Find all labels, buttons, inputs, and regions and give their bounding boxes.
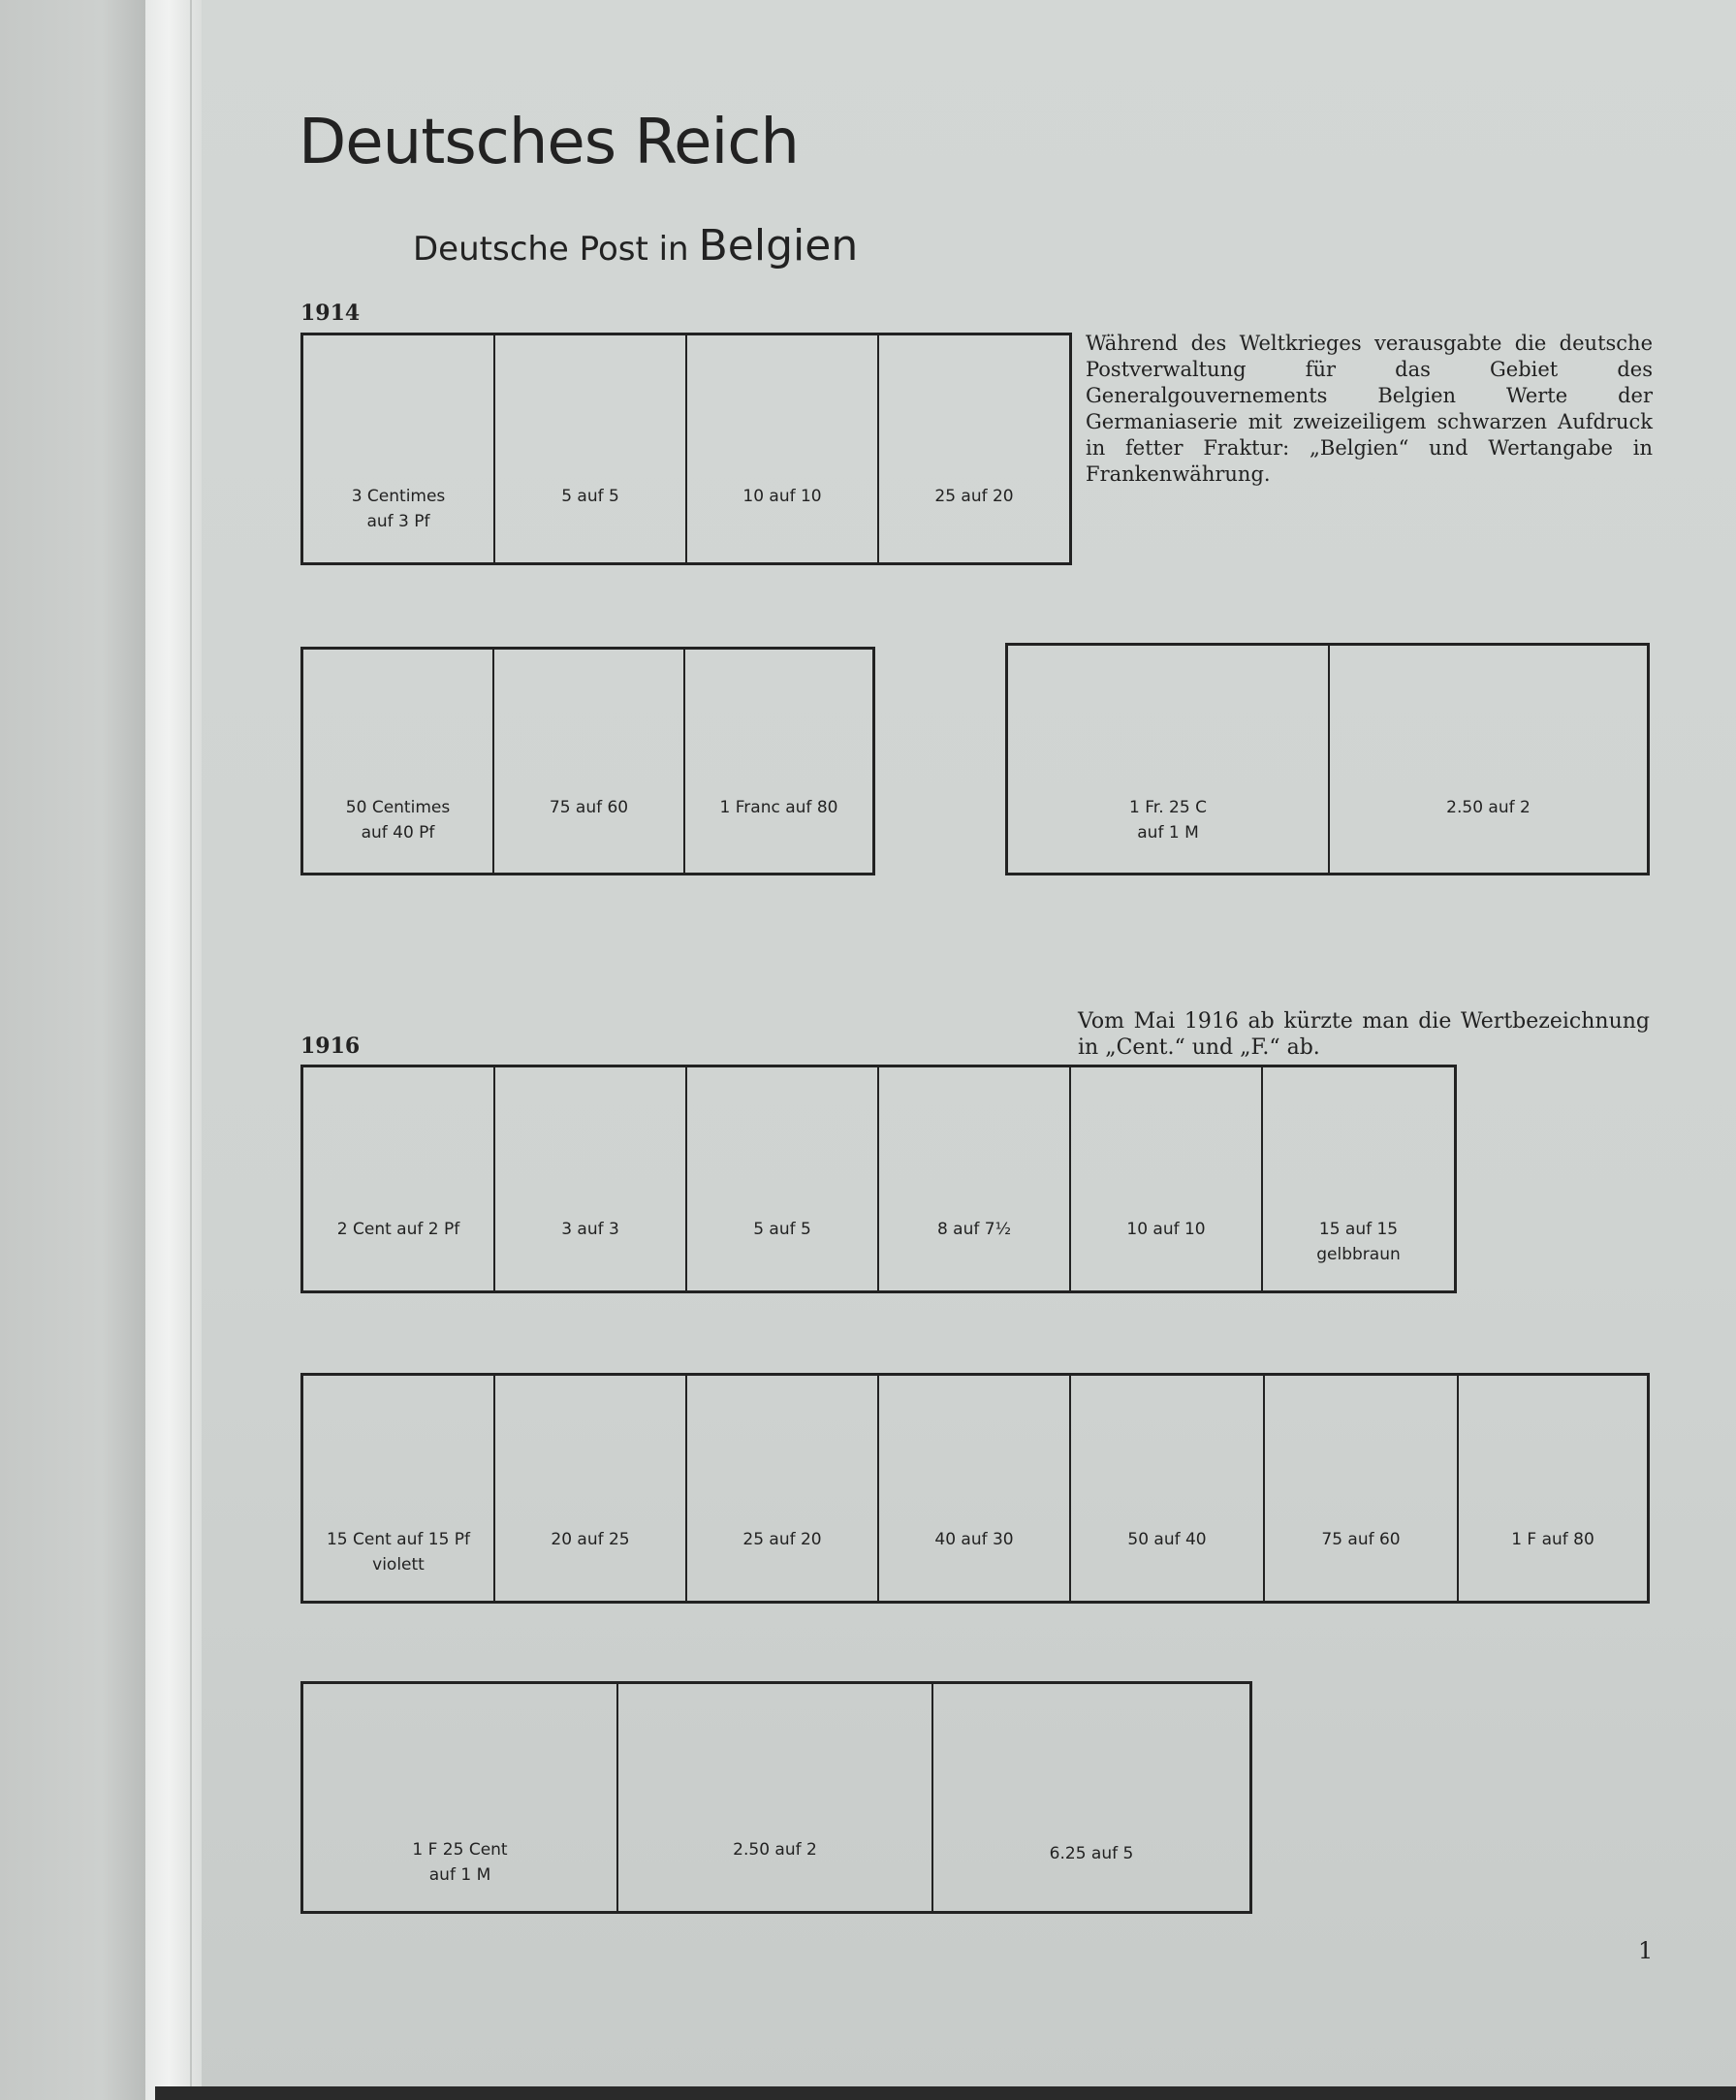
stamp-slot [1263, 1067, 1454, 1290]
stamp-slot [933, 1684, 1249, 1911]
stamp-label: 10 auf 10 [742, 487, 822, 506]
stamp-label: 75 auf 60 [549, 798, 629, 817]
stamp-slot [303, 650, 494, 873]
subtitle-country: Belgien [698, 221, 859, 270]
stamp-slot [495, 1376, 687, 1601]
spine-fold [190, 0, 192, 2100]
stamp-slot [495, 1067, 687, 1290]
stamp-row-1916-1 [300, 1065, 1457, 1293]
stamp-label: 2.50 auf 2 [1446, 798, 1531, 817]
stamp-slot [685, 650, 872, 873]
year-heading-1914: 1914 [300, 301, 361, 326]
stamp-label: 15 Cent auf 15 Pf violett [326, 1530, 471, 1575]
stamp-label: 1 F 25 Cent auf 1 M [412, 1840, 508, 1885]
page-bottom-edge [155, 2086, 1736, 2100]
page-subtitle [413, 221, 858, 270]
stamp-slot [1008, 646, 1330, 873]
stamp-slot [303, 335, 495, 562]
stamp-slot [495, 335, 687, 562]
page-number: 1 [1638, 1937, 1654, 1964]
stamp-slot [687, 1376, 879, 1601]
stamp-row-1914-1 [300, 333, 1072, 565]
stamp-row-1914-2 [300, 647, 875, 875]
stamp-slot [1265, 1376, 1459, 1601]
stamp-row-1916-2 [300, 1373, 1650, 1604]
stamp-label: 50 Centimes auf 40 Pf [345, 798, 451, 843]
stamp-label: 3 auf 3 [561, 1220, 619, 1239]
stamp-slot [687, 1067, 879, 1290]
stamp-slot [303, 1376, 495, 1601]
subtitle-prefix: Deutsche Post in [413, 230, 689, 269]
stamp-slot [1071, 1376, 1265, 1601]
stamp-label: 40 auf 30 [934, 1530, 1014, 1549]
stamp-label: 25 auf 20 [934, 487, 1014, 506]
stamp-label: 1 Franc auf 80 [719, 798, 838, 817]
stamp-slot [879, 1067, 1071, 1290]
stamp-slot [1459, 1376, 1647, 1601]
page-title: Deutsches Reich [299, 107, 799, 178]
stamp-label: 8 auf 7½ [936, 1220, 1012, 1239]
stamp-label: 15 auf 15 gelbbraun [1316, 1220, 1401, 1264]
year-heading-1916: 1916 [300, 1034, 361, 1059]
stamp-slot [303, 1067, 495, 1290]
stamp-label: 1 Fr. 25 C auf 1 M [1129, 798, 1207, 843]
stamp-slot [303, 1684, 618, 1911]
stamp-row-1916-3 [300, 1681, 1252, 1914]
stamp-label: 50 auf 40 [1127, 1530, 1207, 1549]
stamp-slot [494, 650, 685, 873]
book-spine [145, 0, 204, 2100]
stamp-label: 75 auf 60 [1321, 1530, 1401, 1549]
section-description-1914: Während des Weltkrieges verausgabte die deutsche Postverwaltung für das Gebiet des Generalgouvernements Belgien Werte der Germaniaserie mit zweizeiligem schwarzen Aufdruck in fetter Fraktur: „Belgien“ und Wertangabe in Frankenwährung. [1086, 332, 1653, 486]
stamp-label: 25 auf 20 [742, 1530, 822, 1549]
stamp-slot [1071, 1067, 1263, 1290]
stamp-label: 2 Cent auf 2 Pf [336, 1220, 460, 1239]
left-page-edge [0, 0, 145, 2100]
stamp-slot [879, 335, 1069, 562]
stamp-label: 10 auf 10 [1126, 1220, 1206, 1239]
stamp-slot [687, 335, 879, 562]
stamp-label: 5 auf 5 [753, 1220, 811, 1239]
stamp-label: 6.25 auf 5 [1049, 1844, 1134, 1863]
stamp-label: 3 Centimes auf 3 Pf [351, 487, 446, 531]
stamp-label: 2.50 auf 2 [733, 1840, 817, 1860]
stamp-slot [618, 1684, 933, 1911]
stamp-slot [879, 1376, 1071, 1601]
stamp-slot [1330, 646, 1647, 873]
stamp-label: 20 auf 25 [551, 1530, 630, 1549]
stamp-label: 1 F auf 80 [1511, 1530, 1594, 1549]
stamp-label: 5 auf 5 [561, 487, 619, 506]
stamp-row-1914-3 [1005, 643, 1650, 875]
section-description-1916: Vom Mai 1916 ab kürzte man die Wertbezeichnung in „Cent.“ und „F.“ ab. [1078, 1009, 1650, 1060]
